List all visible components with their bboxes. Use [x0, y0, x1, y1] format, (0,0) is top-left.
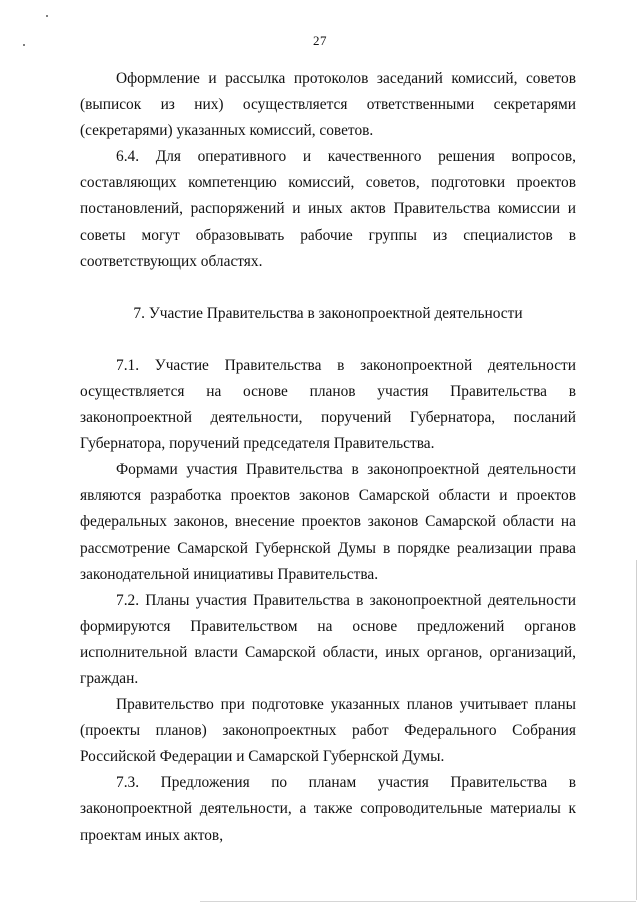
- paragraph-7-1: 7.1. Участие Правительства в законопроектной деятельности осуществляется на основе планов участия Правительства в законопроектной деятельности, поручений Губернатора, посланий Губернатора, поручений председателя Правительства.: [80, 356, 576, 453]
- page-number: 27: [313, 33, 327, 48]
- paragraph-6-4: 6.4. Для оперативного и качественного решения вопросов, составляющих компетенцию комиссий, советов, подготовки проектов постановлений, распоряжений и иных актов Правительства комиссии и советы могут образовывать рабочие группы из специалистов в соответствующих областях.: [80, 148, 576, 270]
- section-heading-7: 7. Участие Правительства в законопроектной деятельности: [133, 304, 523, 322]
- scan-speck: [46, 15, 48, 17]
- scan-edge-bottom: [200, 901, 636, 902]
- scan-edge-right: [636, 560, 637, 900]
- paragraph-7-3: 7.3. Предложения по планам участия Правительства в законопроектной деятельности, а также сопроводительные материалы к проектам иных актов,: [80, 774, 576, 844]
- paragraph-plans-consideration: Правительство при подготовке указанных планов учитывает планы (проекты планов) законопроектных работ Федерального Собрания Российской Федерации и Самарской Губернской Думы.: [80, 696, 576, 766]
- paragraph-protocols: Оформление и рассылка протоколов заседаний комиссий, советов (выписок из них) осуществляется ответственными секретарями (секретарями) указанных комиссий, советов.: [80, 70, 576, 140]
- paragraph-7-2: 7.2. Планы участия Правительства в законопроектной деятельности формируются Правительством на основе предложений органов исполнительной власти Самарской области, иных органов, организаций, граждан.: [80, 591, 576, 687]
- document-body: [80, 66, 576, 849]
- paragraph-forms-of-participation: Формами участия Правительства в законопроектной деятельности являются разработка проектов законов Самарской области и проектов федеральных законов, внесение проектов законов Самарской области на рассмотрение Самарской Губернской Думы в порядке реализации права законодательной инициативы Правительства.: [80, 461, 576, 583]
